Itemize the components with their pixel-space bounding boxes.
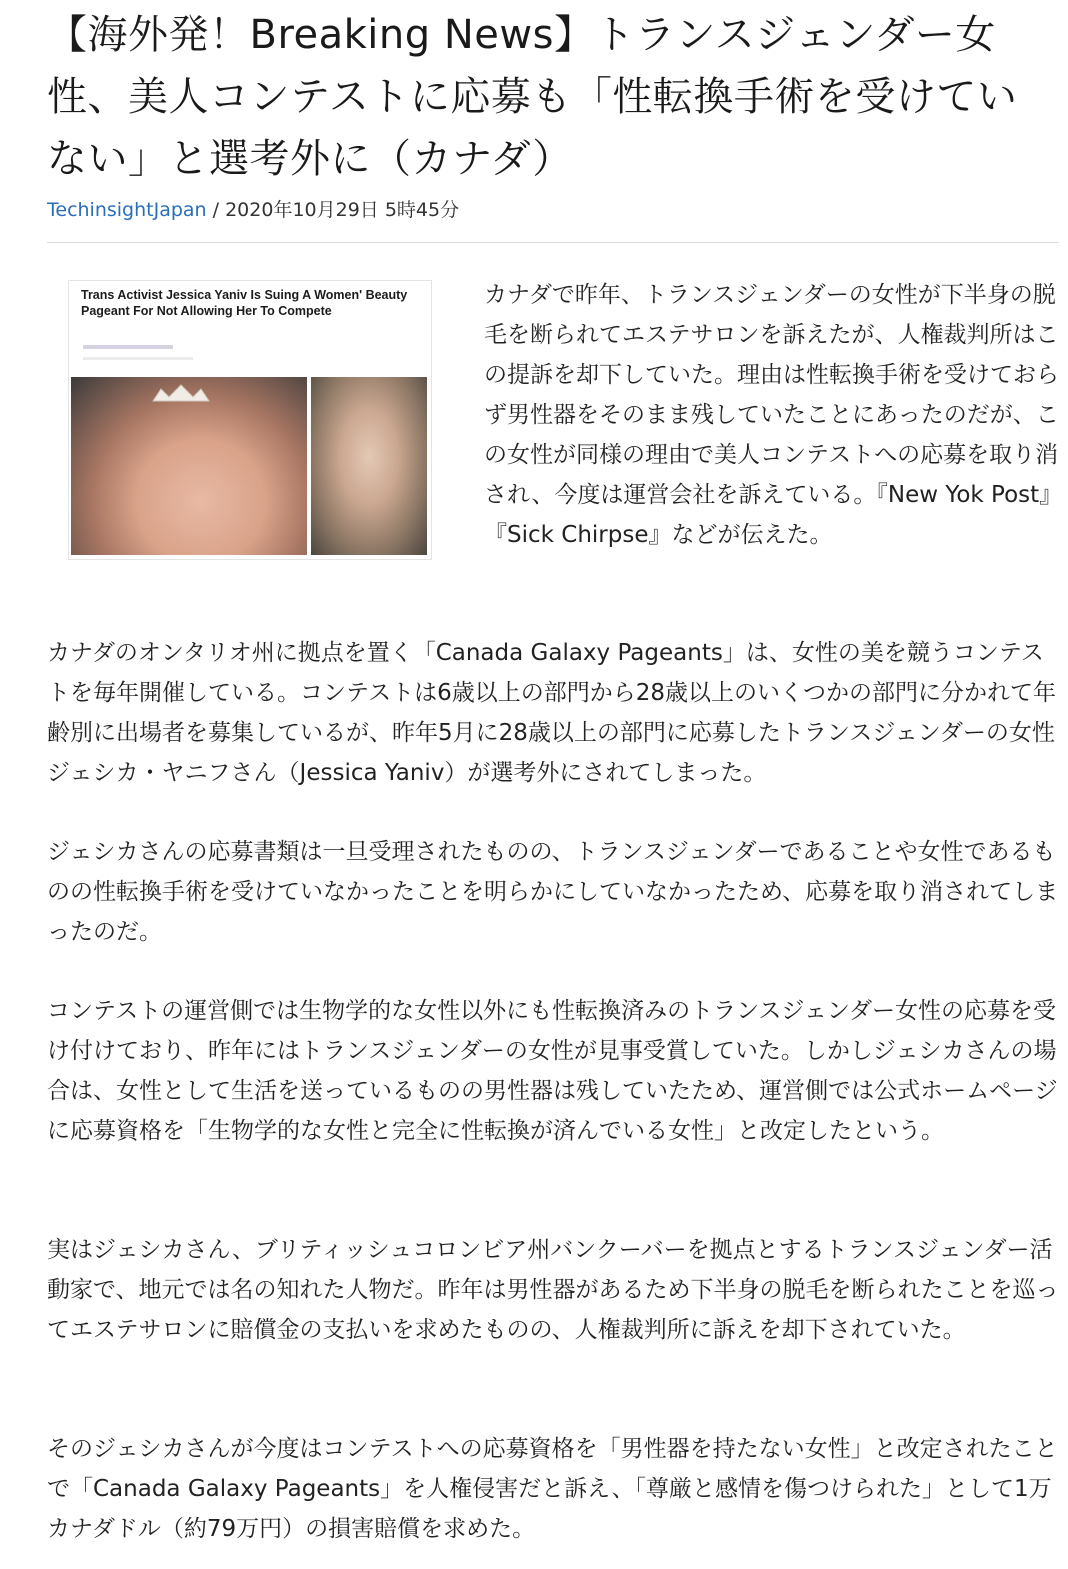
byline [47, 196, 459, 224]
image-date-bar [83, 357, 193, 360]
publish-date: 2020年10月29日 5時45分 [225, 199, 460, 221]
lead-paragraph: カナダで昨年、トランスジェンダーの女性が下半身の脱毛を断られてエステサロンを訴えたが、人権裁判所はこの提訴を却下していた。理由は性転換手術を受けておらず男性器をそのまま残していたことにあったのだが、この女性が同様の理由で美人コンテストへの応募を取り消され、今度は運営会社を訴えている。『New Yok Post』『Sick Chirpse』などが伝えた。 [484, 282, 1059, 548]
body-paragraph: コンテストの運営側では生物学的な女性以外にも性転換済みのトランスジェンダー女性の応募を受け付けており、昨年にはトランスジェンダーの女性が見事受賞していた。しかしジェシカさんの場合は、女性として生活を送っているものの男性器は残していたため、運営側では公式ホームページに応募資格を「生物学的な女性と完全に性転換が済んでいる女性」と改定したという。 [47, 998, 1058, 1144]
header-divider [47, 242, 1059, 243]
body-paragraph: そのジェシカさんが今度はコンテストへの応募資格を「男性器を持たない女性」と改定されたことで「Canada Galaxy Pageants」を人権侵害だと訴え、「尊厳と感情を傷つけられた」として1万カナダドル（約79万円）の損害賠償を求めた。 [47, 1436, 1058, 1542]
image-embedded-headline: Trans Activist Jessica Yaniv Is Suing A Women' Beauty Pageant For Not Allowing Her To Compete [81, 288, 408, 318]
image-byline-bar [83, 345, 173, 349]
article-headline: 【海外発！Breaking News】トランスジェンダー女性、美人コンテストに応募も「性転換手術を受けていない」と選考外に（カナダ） [47, 12, 1018, 182]
body-paragraph: ジェシカさんの応募書類は一旦受理されたものの、トランスジェンダーであることや女性であるものの性転換手術を受けていなかったことを明らかにしていなかったため、応募を取り消されてしまったのだ。 [47, 839, 1059, 945]
source-link[interactable]: TechinsightJapan [47, 199, 207, 221]
portrait-photo-left [71, 377, 307, 555]
body-paragraph: カナダのオンタリオ州に拠点を置く「Canada Galaxy Pageants」は、女性の美を競うコンテストを毎年開催している。コンテストは6歳以上の部門から28歳以上のいくつかの部門に分かれて年齢別に出場者を募集しているが、昨年5月に28歳以上の部門に応募したトランスジェンダーの女性ジェシカ・ヤニフさん（Jessica Yaniv）が選考外にされてしまった。 [47, 640, 1056, 786]
body-paragraph: 実はジェシカさん、ブリティッシュコロンビア州バンクーバーを拠点とするトランスジェンダー活動家で、地元では名の知れた人物だ。昨年は男性器があるため下半身の脱毛を断られたことを巡ってエステサロンに賠償金の支払いを求めたものの、人権裁判所に訴えを却下されていた。 [47, 1237, 1059, 1343]
article-image[interactable] [68, 280, 432, 560]
byline-separator: / [206, 199, 226, 221]
tiara-icon [151, 383, 211, 403]
portrait-photo-right [311, 377, 427, 555]
